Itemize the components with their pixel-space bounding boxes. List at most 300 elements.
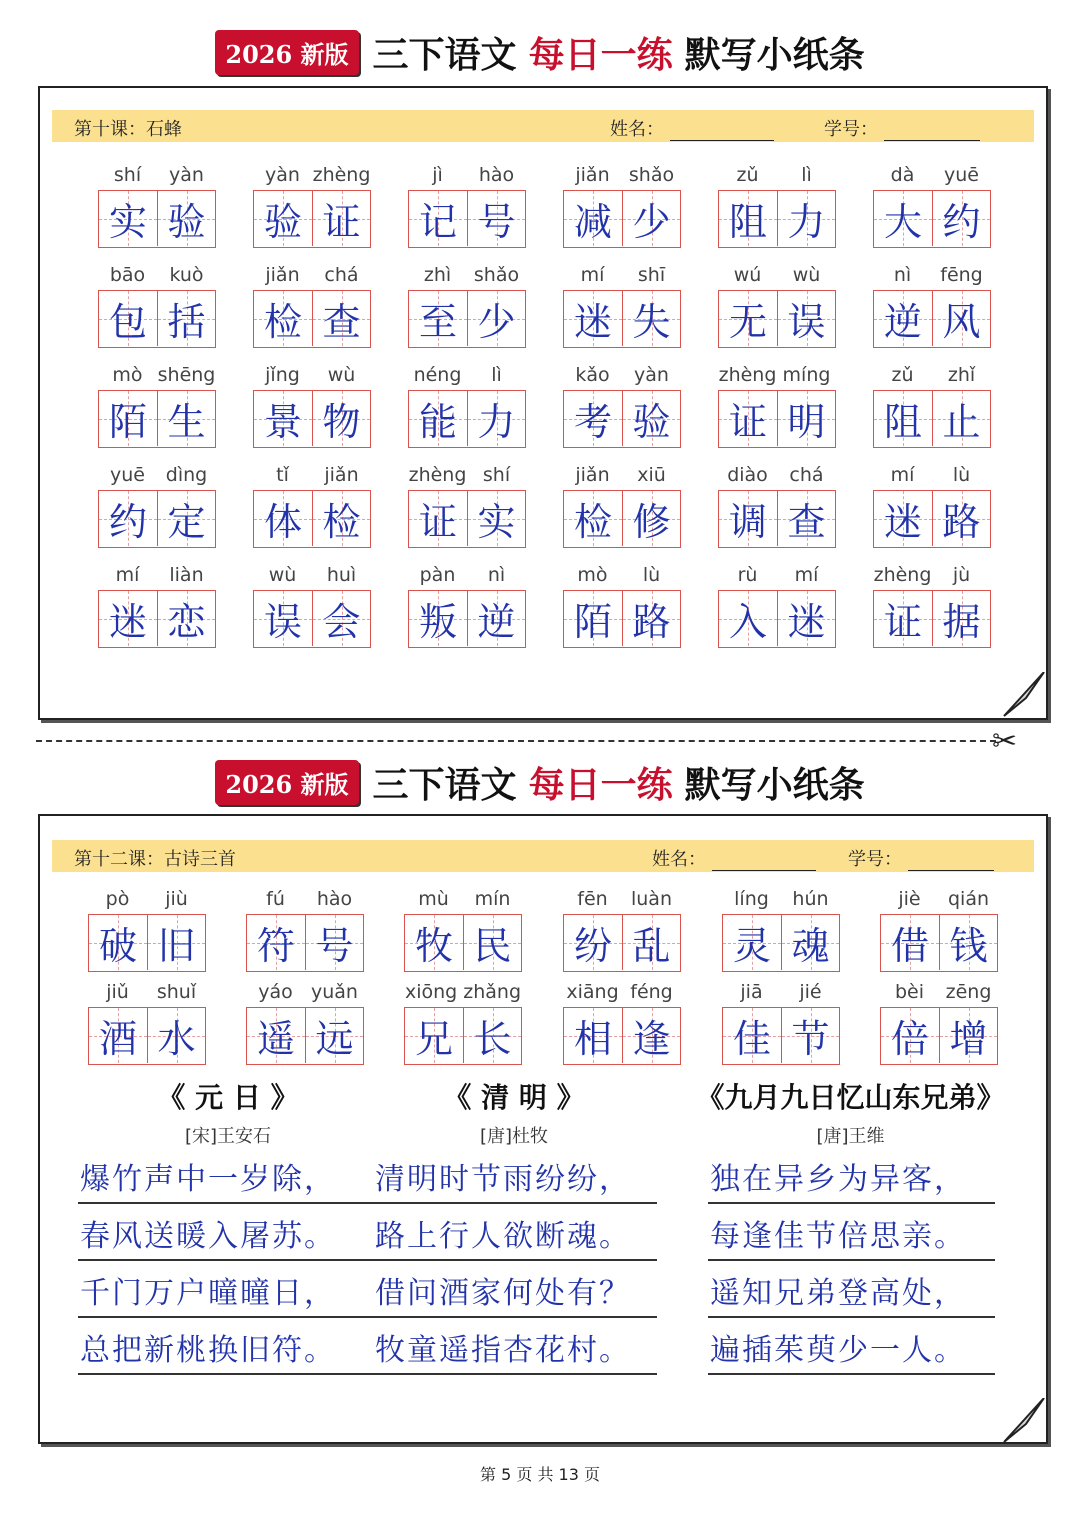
tianzige-box <box>253 390 371 448</box>
character-cell <box>157 491 215 546</box>
pinyin: jiǎn <box>575 464 610 486</box>
pinyin: fēn <box>577 888 608 910</box>
character-cell <box>409 491 467 546</box>
word-pair <box>98 464 216 550</box>
character: 定 <box>167 500 206 544</box>
pinyin: kǎo <box>575 364 610 386</box>
word-pair <box>880 888 998 974</box>
pinyin: fú <box>266 888 285 910</box>
poem-line: 清明时节雨纷纷， <box>373 1158 657 1204</box>
pinyin: diào <box>727 464 768 486</box>
pinyin: fēng <box>940 264 983 286</box>
name-field[interactable] <box>610 115 664 141</box>
character: 止 <box>942 400 981 444</box>
id-blank[interactable] <box>908 850 994 871</box>
character-cell <box>157 291 215 346</box>
character-cell <box>874 491 932 546</box>
tianzige-box <box>98 290 216 348</box>
character-cell <box>781 915 839 970</box>
word-pair <box>408 564 526 650</box>
tianzige-box <box>563 490 681 548</box>
pinyin: dà <box>890 164 915 186</box>
pinyin: lù <box>952 464 971 486</box>
character-cell <box>723 1008 781 1063</box>
character: 力 <box>787 200 826 244</box>
tianzige-box <box>98 590 216 648</box>
pinyin: zhèng <box>718 364 777 386</box>
tianzige-box <box>563 1007 681 1065</box>
pinyin: wù <box>792 264 821 286</box>
id-blank[interactable] <box>884 120 980 141</box>
pinyin: lì <box>801 164 812 186</box>
lesson-title: 第十课：石蜂 <box>74 119 182 140</box>
word-pair <box>408 464 526 550</box>
character: 酒 <box>98 1017 137 1061</box>
character-cell <box>622 391 680 446</box>
pinyin: hún <box>792 888 829 910</box>
edition-badge: 2026 新版 <box>215 30 358 75</box>
poem-line: 遥知兄弟登高处， <box>708 1272 995 1318</box>
title-type: 默写小纸条 <box>684 763 865 806</box>
pinyin: jiè <box>898 888 921 910</box>
character-cell <box>157 591 215 646</box>
character: 佳 <box>732 1017 771 1061</box>
character: 力 <box>477 400 516 444</box>
tianzige-box <box>246 914 364 972</box>
tianzige-box <box>873 590 991 648</box>
pinyin: jiǎn <box>265 264 300 286</box>
character: 远 <box>315 1017 354 1061</box>
character: 魂 <box>791 924 830 968</box>
character: 少 <box>632 200 671 244</box>
tianzige-box <box>880 914 998 972</box>
character: 至 <box>418 300 457 344</box>
tianzige-box <box>408 490 526 548</box>
cut-line <box>36 740 996 742</box>
tianzige-box <box>718 190 836 248</box>
character-cell <box>467 391 525 446</box>
character: 乱 <box>632 924 671 968</box>
character-cell <box>564 1008 622 1063</box>
word-pair <box>253 364 371 450</box>
pinyin: rù <box>737 564 758 586</box>
character-cell <box>777 191 835 246</box>
character: 验 <box>167 200 206 244</box>
character-cell <box>622 291 680 346</box>
page-curl-1 <box>1000 672 1046 718</box>
id-label: 学号： <box>848 849 902 870</box>
pinyin: zhì <box>423 264 452 286</box>
pinyin: zhèng <box>873 564 932 586</box>
character-cell <box>254 591 312 646</box>
word-pair <box>98 264 216 350</box>
character: 号 <box>315 924 354 968</box>
character: 大 <box>883 200 922 244</box>
pinyin: pàn <box>419 564 456 586</box>
character: 调 <box>728 500 767 544</box>
pinyin: yuē <box>110 464 145 486</box>
tianzige-box <box>253 490 371 548</box>
character: 增 <box>949 1017 988 1061</box>
pinyin: mò <box>112 364 143 386</box>
character: 检 <box>263 300 302 344</box>
pinyin: yuǎn <box>311 981 358 1003</box>
word-pair <box>718 464 836 550</box>
character: 风 <box>942 300 981 344</box>
pinyin: nì <box>487 564 506 586</box>
pinyin: hào <box>478 164 515 186</box>
character: 约 <box>942 200 981 244</box>
pinyin: bāo <box>109 264 146 286</box>
character-cell <box>254 191 312 246</box>
word-pair <box>408 364 526 450</box>
poem-author: [唐]王维 <box>816 1126 885 1147</box>
character: 查 <box>322 300 361 344</box>
character-cell <box>719 591 777 646</box>
character: 迷 <box>108 600 147 644</box>
character-cell <box>939 1008 997 1063</box>
character-cell <box>564 491 622 546</box>
poem-line: 独在异乡为异客， <box>708 1158 995 1204</box>
character: 检 <box>573 500 612 544</box>
word-pair <box>873 264 991 350</box>
character-cell <box>99 191 157 246</box>
name-label: 姓名： <box>652 849 706 870</box>
character: 少 <box>477 300 516 344</box>
pinyin: mín <box>474 888 511 910</box>
pinyin: yáo <box>258 981 293 1003</box>
character: 证 <box>418 500 457 544</box>
pinyin: yàn <box>634 364 669 386</box>
title-subject: 三下语文 <box>372 763 517 806</box>
character: 考 <box>573 400 612 444</box>
pinyin: xiōng zhǎng <box>404 981 522 1003</box>
pinyin: jù <box>952 564 971 586</box>
word-pair <box>563 564 681 650</box>
character-cell <box>564 291 622 346</box>
word-pair <box>722 888 840 974</box>
character-cell <box>247 1008 305 1063</box>
pinyin: zǔ <box>736 164 759 186</box>
character-cell <box>305 915 363 970</box>
pinyin: féng <box>630 981 673 1003</box>
character: 记 <box>418 200 457 244</box>
character-cell <box>157 191 215 246</box>
poem-title: 《九月九日忆山东兄弟》 <box>696 1081 1005 1114</box>
pinyin: liàn <box>169 564 204 586</box>
name-blank[interactable] <box>712 850 816 871</box>
pinyin: shǎo <box>473 264 520 286</box>
character-cell <box>622 491 680 546</box>
pinyin: jiǎn <box>575 164 610 186</box>
pinyin: yuē <box>944 164 979 186</box>
word-pair <box>873 564 991 650</box>
character-cell <box>781 1008 839 1063</box>
character: 阻 <box>883 400 922 444</box>
character: 相 <box>573 1017 612 1061</box>
character: 入 <box>728 600 767 644</box>
tianzige-box <box>98 190 216 248</box>
pinyin: mí <box>580 264 605 286</box>
tianzige-box <box>98 390 216 448</box>
pinyin: pò <box>105 888 130 910</box>
worksheet-1 <box>38 86 1048 720</box>
character: 遥 <box>256 1017 295 1061</box>
poem-line: 路上行人欲断魂。 <box>373 1215 657 1261</box>
character-cell <box>99 591 157 646</box>
word-pair <box>563 464 681 550</box>
tianzige-box <box>253 590 371 648</box>
word-pair <box>253 564 371 650</box>
word-pair <box>563 164 681 250</box>
tianzige-box <box>563 914 681 972</box>
character-cell <box>467 491 525 546</box>
character: 路 <box>942 500 981 544</box>
pinyin: mù <box>418 888 449 910</box>
character: 符 <box>256 924 295 968</box>
word-pair <box>246 888 364 974</box>
page-footer: 第 5 页 共 13 页 <box>480 1465 600 1484</box>
word-pair <box>718 264 836 350</box>
pinyin: jǐng <box>265 364 300 386</box>
word-pair <box>880 981 998 1067</box>
pinyin: wù <box>327 364 356 386</box>
tianzige-box <box>718 590 836 648</box>
character-cell <box>719 291 777 346</box>
character-cell <box>147 1008 205 1063</box>
character: 约 <box>108 500 147 544</box>
pinyin: zēng <box>945 981 992 1003</box>
title-highlight: 每日一练 <box>528 33 673 76</box>
pinyin: jiā <box>740 981 763 1003</box>
character-cell <box>305 1008 363 1063</box>
word-pair <box>246 981 364 1067</box>
pinyin: jì <box>432 164 443 186</box>
word-pair <box>718 364 836 450</box>
word-pair <box>718 564 836 650</box>
character: 迷 <box>787 600 826 644</box>
pinyin: hào <box>316 888 353 910</box>
word-pair <box>98 564 216 650</box>
character-cell <box>312 391 370 446</box>
character-cell <box>932 391 990 446</box>
character: 括 <box>167 300 206 344</box>
character-cell <box>874 191 932 246</box>
character: 路 <box>632 600 671 644</box>
tianzige-box <box>563 590 681 648</box>
pinyin: lù <box>642 564 661 586</box>
section2-title <box>0 754 1080 810</box>
pinyin: lì <box>491 364 502 386</box>
character-cell <box>405 915 463 970</box>
poem-line: 春风送暖入屠苏。 <box>78 1215 380 1261</box>
character-cell <box>777 491 835 546</box>
word-pair <box>404 888 522 974</box>
character-cell <box>622 1008 680 1063</box>
tianzige-box <box>246 1007 364 1065</box>
id-label: 学号： <box>824 119 878 140</box>
pinyin: tǐ <box>276 464 289 486</box>
pinyin: qián <box>947 888 990 910</box>
pinyin: líng <box>734 888 769 910</box>
pinyin: kuò <box>169 264 204 286</box>
title-highlight: 每日一练 <box>528 763 673 806</box>
character: 明 <box>787 400 826 444</box>
poem-line: 总把新桃换旧符。 <box>78 1329 380 1375</box>
character: 检 <box>322 500 361 544</box>
tianzige-box <box>404 1007 522 1065</box>
pinyin: shī <box>637 264 666 286</box>
character-cell <box>254 291 312 346</box>
character-cell <box>874 591 932 646</box>
character-cell <box>467 191 525 246</box>
character: 兄 <box>414 1017 453 1061</box>
tianzige-box <box>408 190 526 248</box>
character-cell <box>312 291 370 346</box>
tianzige-box <box>718 490 836 548</box>
character: 证 <box>883 600 922 644</box>
pinyin: jié <box>799 981 822 1003</box>
character: 旧 <box>157 924 196 968</box>
word-pair <box>563 264 681 350</box>
character-cell <box>723 915 781 970</box>
pinyin: luàn <box>630 888 672 910</box>
pinyin: xiāng <box>566 981 619 1003</box>
tianzige-box <box>88 914 206 972</box>
scissors-icon: ✂ <box>992 724 1018 759</box>
pinyin: xiū <box>637 464 666 486</box>
pinyin: chá <box>789 464 824 486</box>
id-field[interactable] <box>848 845 902 871</box>
character-cell <box>463 1008 521 1063</box>
tianzige-box <box>873 190 991 248</box>
character-cell <box>881 915 939 970</box>
character: 逢 <box>632 1017 671 1061</box>
name-label: 姓名： <box>610 119 664 140</box>
character-cell <box>622 915 680 970</box>
character-cell <box>89 1008 147 1063</box>
character-cell <box>409 191 467 246</box>
poem-author: [唐]杜牧 <box>479 1126 549 1147</box>
page-curl-2 <box>1000 1398 1046 1444</box>
word-pair <box>408 264 526 350</box>
pinyin: dìng <box>165 464 208 486</box>
character: 迷 <box>573 300 612 344</box>
word-pair <box>873 464 991 550</box>
character: 查 <box>787 500 826 544</box>
character-cell <box>564 391 622 446</box>
character-cell <box>254 391 312 446</box>
section1-title <box>0 24 1080 80</box>
poem-author: [宋]王安石 <box>184 1126 272 1147</box>
pinyin: zhèng <box>312 164 371 186</box>
character-cell <box>312 491 370 546</box>
character-cell <box>467 591 525 646</box>
tianzige-box <box>408 290 526 348</box>
character-cell <box>405 1008 463 1063</box>
tianzige-box <box>718 390 836 448</box>
tianzige-box <box>563 190 681 248</box>
character-cell <box>467 291 525 346</box>
character: 逆 <box>883 300 922 344</box>
character: 误 <box>263 600 302 644</box>
word-pair <box>253 164 371 250</box>
character: 逆 <box>477 600 516 644</box>
title-subject: 三下语文 <box>372 33 517 76</box>
pinyin: néng <box>413 364 462 386</box>
tianzige-box <box>563 390 681 448</box>
character: 体 <box>263 500 302 544</box>
character-cell <box>719 191 777 246</box>
character-cell <box>247 915 305 970</box>
tianzige-box <box>722 1007 840 1065</box>
poem-title: 《 清 明 》 <box>443 1081 585 1114</box>
pinyin: jiù <box>165 888 188 910</box>
character-cell <box>564 915 622 970</box>
character-cell <box>147 915 205 970</box>
pinyin: huì <box>326 564 357 586</box>
tianzige-box <box>873 490 991 548</box>
character-cell <box>254 491 312 546</box>
poem-line: 每逢佳节倍思亲。 <box>708 1215 995 1261</box>
word-pair <box>563 981 681 1067</box>
character: 钱 <box>949 924 988 968</box>
character-cell <box>932 291 990 346</box>
character-cell <box>622 591 680 646</box>
pinyin: chá <box>324 264 359 286</box>
character-cell <box>312 591 370 646</box>
pinyin: zhǐ <box>947 364 976 386</box>
pinyin: shēng <box>157 364 216 386</box>
character-cell <box>777 391 835 446</box>
lesson-band <box>52 110 1034 142</box>
pinyin: wù <box>268 564 297 586</box>
worksheet-2 <box>38 814 1048 1444</box>
pinyin: jiǔ <box>106 981 129 1003</box>
character: 水 <box>157 1017 196 1061</box>
character: 破 <box>98 924 137 968</box>
character: 会 <box>322 600 361 644</box>
character-cell <box>777 291 835 346</box>
character-cell <box>939 915 997 970</box>
word-pair <box>873 164 991 250</box>
character: 倍 <box>890 1017 929 1061</box>
word-pair <box>88 981 206 1067</box>
character-cell <box>932 491 990 546</box>
id-field[interactable] <box>824 115 878 141</box>
name-blank[interactable] <box>670 120 774 141</box>
poem-line: 遍插茱萸少一人。 <box>708 1329 995 1375</box>
name-field[interactable] <box>652 845 706 871</box>
character-cell <box>99 491 157 546</box>
word-pair <box>88 888 206 974</box>
character-cell <box>409 591 467 646</box>
word-pair <box>253 464 371 550</box>
character: 能 <box>418 400 457 444</box>
character: 验 <box>632 400 671 444</box>
poem-line: 爆竹声中一岁除， <box>78 1158 380 1204</box>
character: 迷 <box>883 500 922 544</box>
tianzige-box <box>563 290 681 348</box>
character-cell <box>89 915 147 970</box>
edition-badge: 2026 新版 <box>215 760 358 805</box>
character: 证 <box>728 400 767 444</box>
word-pair <box>98 164 216 250</box>
character-cell <box>564 191 622 246</box>
character-cell <box>312 191 370 246</box>
word-pair <box>404 981 522 1067</box>
character-cell <box>719 391 777 446</box>
